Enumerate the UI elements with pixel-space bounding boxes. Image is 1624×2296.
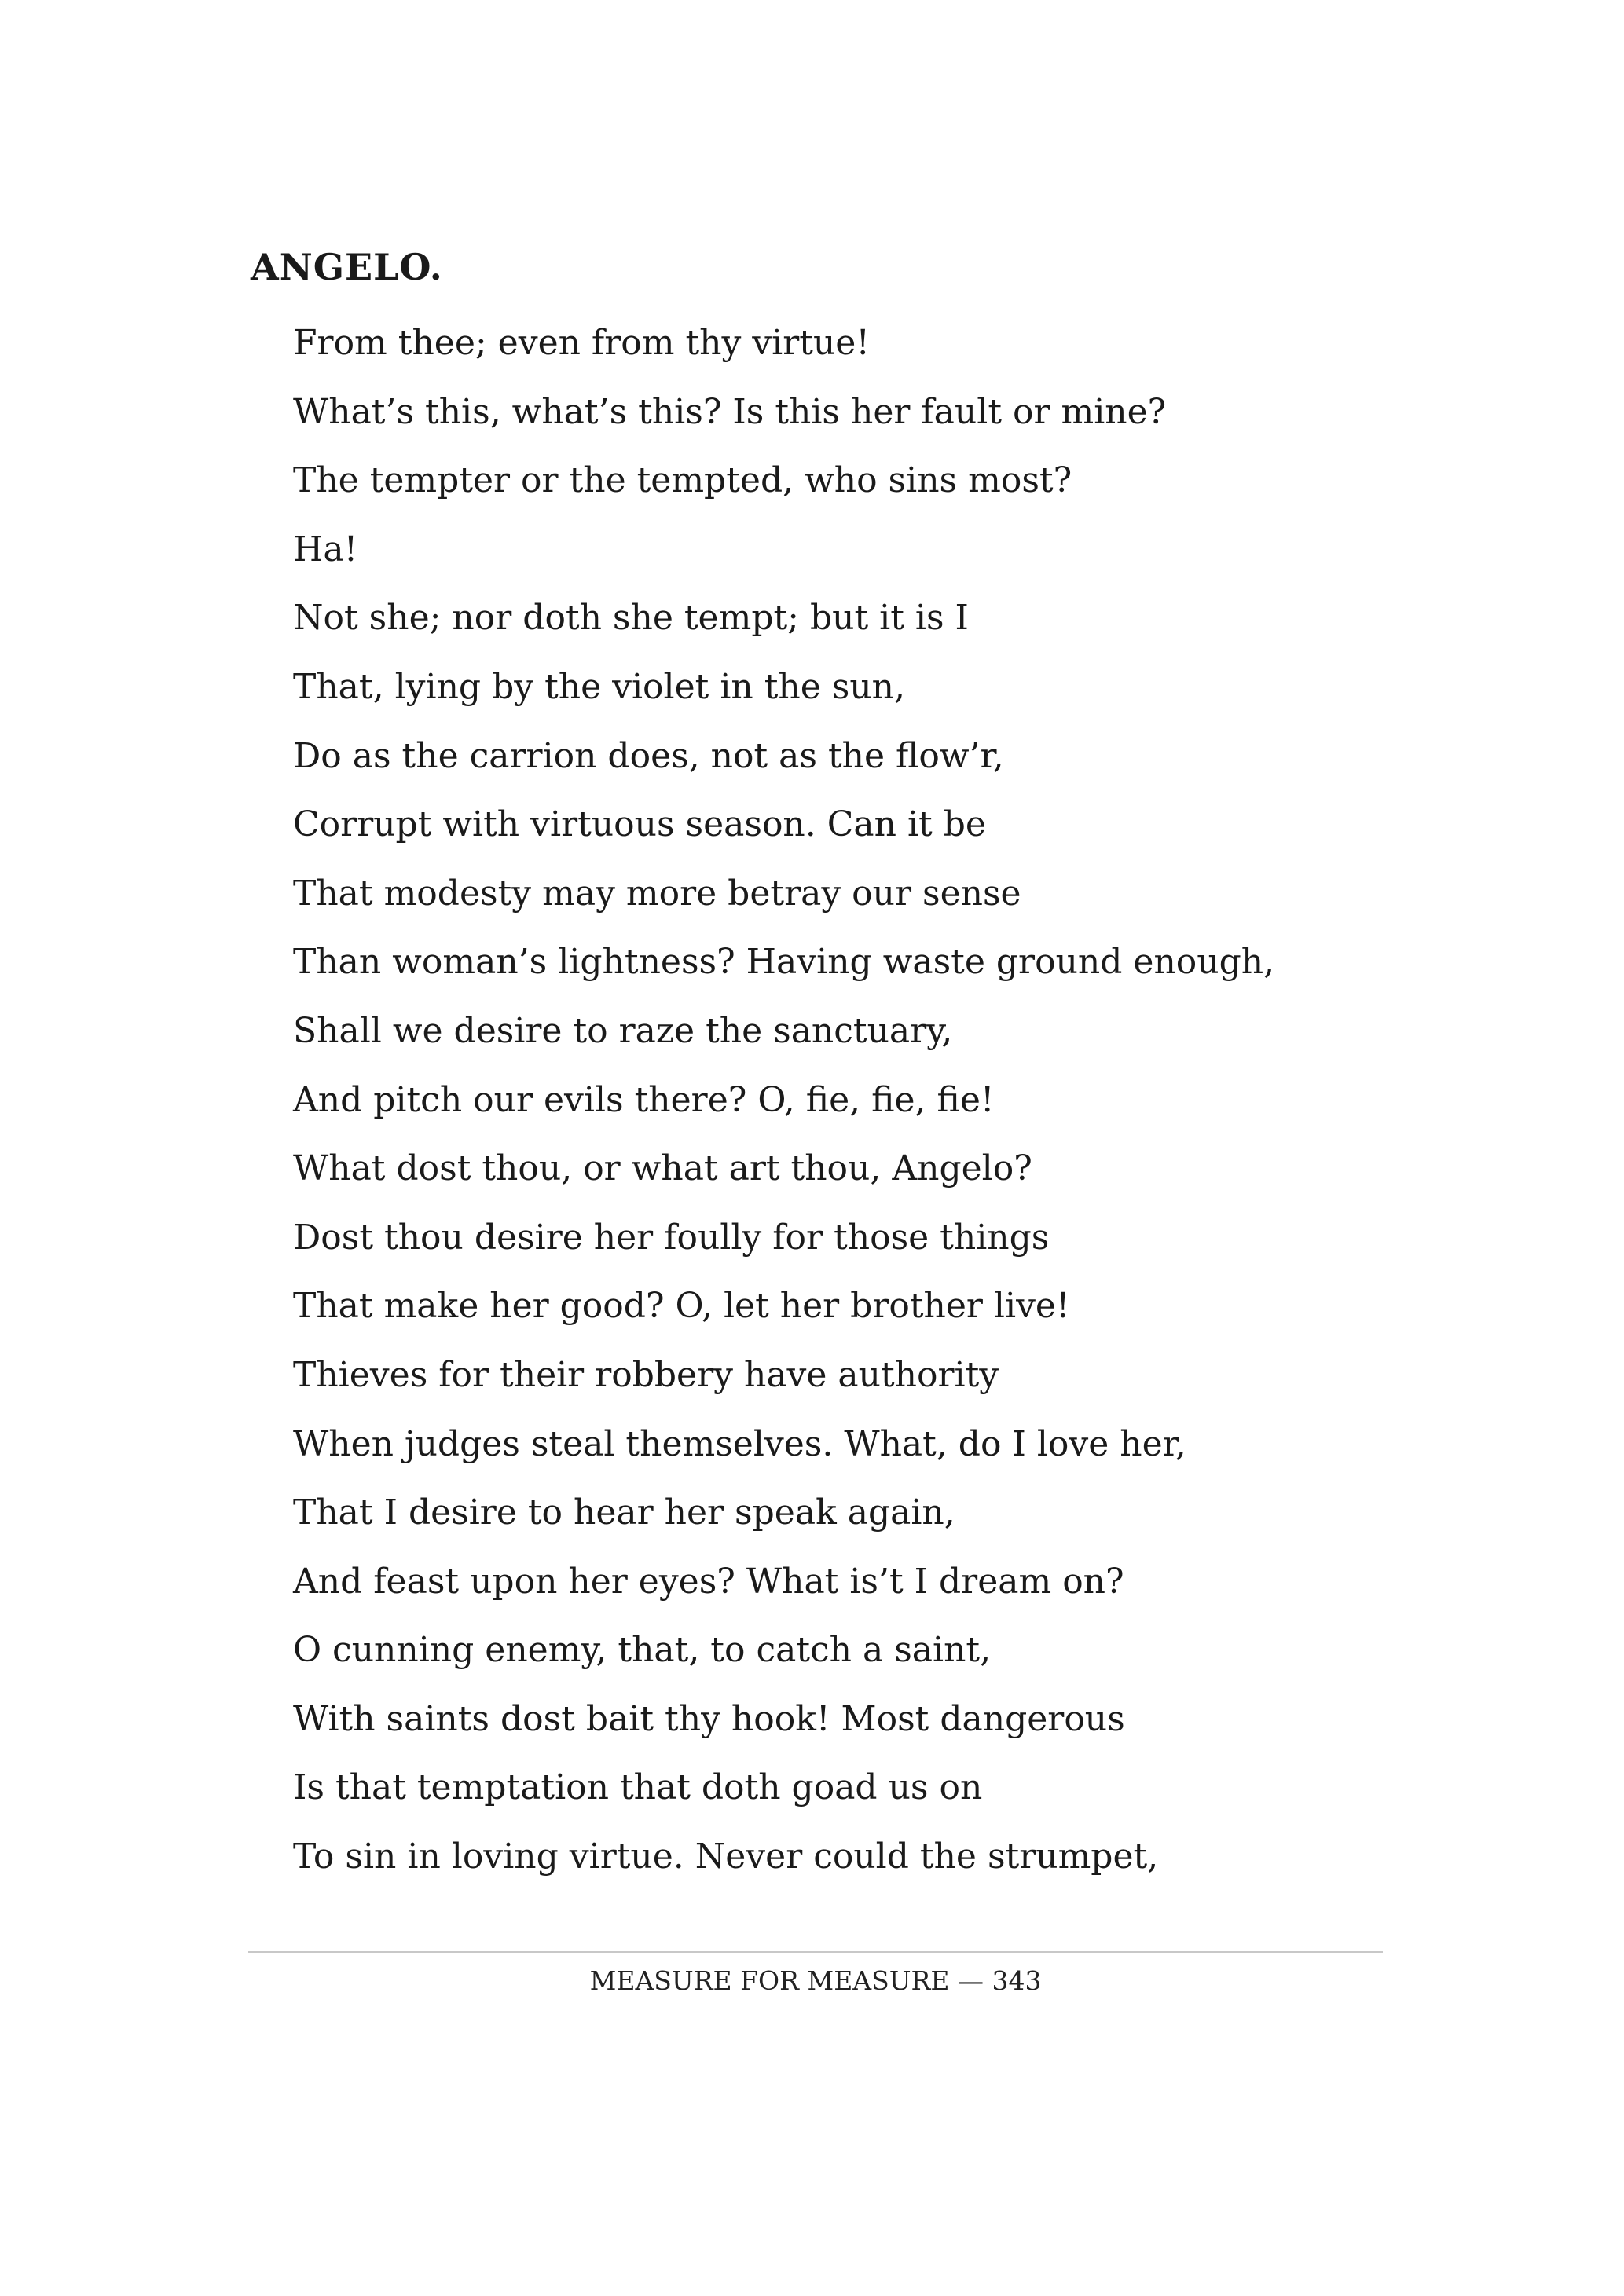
verse-line: Do as the carrion does, not as the flow’r, [293, 735, 1004, 776]
verse-line: And pitch our evils there? O, fie, fie, fie! [293, 1079, 995, 1120]
verse-line: The tempter or the tempted, who sins most? [293, 460, 1072, 501]
verse-line: And feast upon her eyes? What is’t I dream on? [293, 1561, 1124, 1602]
running-footer: MEASURE FOR MEASURE — 343 [589, 1965, 1042, 1996]
verse-line: That, lying by the violet in the sun, [293, 666, 906, 707]
verse-line: Is that temptation that doth goad us on [293, 1767, 983, 1808]
verse-line: Ha! [293, 529, 358, 569]
verse-line: Not she; nor doth she tempt; but it is I [293, 598, 969, 639]
verse-line: When judges steal themselves. What, do I love her, [293, 1423, 1186, 1464]
verse-line: Than woman’s lightness? Having waste ground enough, [293, 942, 1275, 983]
verse-line: That modesty may more betray our sense [293, 873, 1021, 914]
verse-line: That I desire to hear her speak again, [293, 1492, 955, 1533]
verse-line: Thieves for their robbery have authority [293, 1354, 999, 1395]
verse-line: What’s this, what’s this? Is this her fault or mine? [293, 391, 1167, 432]
speaker-name: ANGELO. [251, 246, 443, 288]
verse-line: From thee; even from thy virtue! [293, 323, 871, 363]
verse-line: Dost thou desire her foully for those things [293, 1217, 1050, 1258]
verse-line: Shall we desire to raze the sanctuary, [293, 1010, 953, 1051]
verse-line: That make her good? O, let her brother live! [293, 1286, 1070, 1327]
verse-line: What dost thou, or what art thou, Angelo? [293, 1148, 1032, 1189]
verse-line: Corrupt with virtuous season. Can it be [293, 804, 986, 845]
verse-line: O cunning enemy, that, to catch a saint, [293, 1630, 992, 1671]
footer-divider [248, 1951, 1383, 1953]
verse-line: To sin in loving virtue. Never could the strumpet, [293, 1836, 1159, 1877]
verse-line: With saints dost bait thy hook! Most dangerous [293, 1698, 1125, 1739]
speech-lines [293, 309, 1274, 1891]
